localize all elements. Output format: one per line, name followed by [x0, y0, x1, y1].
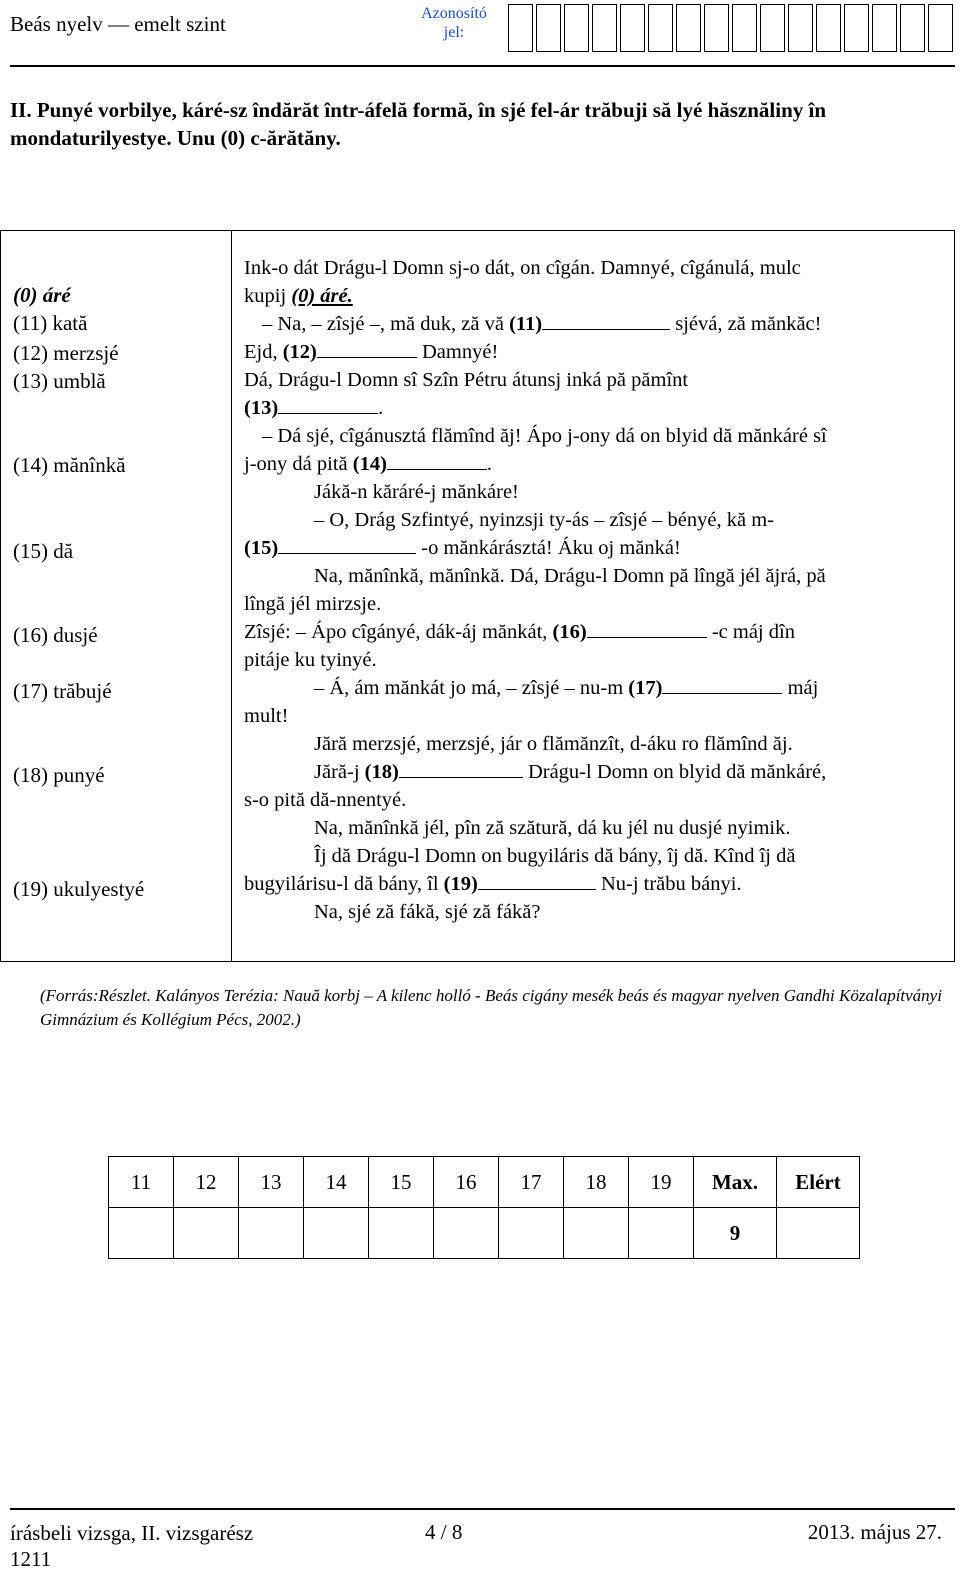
- exam-subject: Beás nyelv — emelt szint: [10, 12, 226, 36]
- story-line: pitáje ku tyinyé.: [244, 649, 377, 671]
- score-header-cell: 12: [174, 1157, 239, 1208]
- id-box[interactable]: [760, 4, 785, 52]
- source-citation: (Forrás:Részlet. Kalányos Terézia: Nauă korbj – A kilenc holló - Beás cigány mesék beás és magyar nyelven Gandhi Közalapítványi Gimnázium és Kollégium Pécs, 2002.): [40, 986, 942, 1029]
- score-cell[interactable]: [174, 1208, 239, 1259]
- footer-code: 1211: [10, 1547, 52, 1571]
- id-label: Azonosító jel:: [421, 5, 487, 41]
- column-divider: [231, 231, 232, 961]
- score-cell[interactable]: [499, 1208, 564, 1259]
- id-box[interactable]: [564, 4, 589, 52]
- id-box[interactable]: [592, 4, 617, 52]
- story-line: (15) -o mănkárásztá! Áku oj mănká!: [244, 537, 681, 559]
- word-item-example: (0) áré: [13, 283, 71, 307]
- id-box[interactable]: [788, 4, 813, 52]
- story-line: (13) .: [244, 397, 384, 419]
- example-answer: (0) áré.: [291, 285, 353, 307]
- story-line: Na, mănînkă jél, pîn ză szătură, dá ku jél nu dusjé nyimik.: [314, 817, 791, 839]
- score-cell[interactable]: [564, 1208, 629, 1259]
- story-line: mult!: [244, 705, 289, 727]
- story-line: lîngă jél mirzsje.: [244, 593, 382, 615]
- story-line: Jără-j (18) Drágu-l Domn on blyid dă mănkáré,: [314, 761, 827, 783]
- score-cell[interactable]: [434, 1208, 499, 1259]
- word-item: (18) punyé: [13, 763, 105, 787]
- score-header-cell: 18: [564, 1157, 629, 1208]
- id-boxes: [508, 4, 956, 52]
- footer-exam-part: írásbeli vizsga, II. vizsgarész: [10, 1521, 254, 1545]
- story-line: j-ony dá pită (14) .: [244, 453, 493, 475]
- story-line: Dá, Drágu-l Domn sî Szîn Pétru átunsj inká pă pămînt: [244, 369, 689, 391]
- score-max-value: 9: [694, 1208, 777, 1259]
- word-item: (12) merzsjé: [13, 341, 119, 365]
- task-instruction: II. Punyé vorbilye, káré-sz îndărăt într-áfelă formă, în sjé fel-ár trăbuji să lyé hăsznăliny în mondaturilyestye. Unu (0) c-ărătăny.: [10, 98, 827, 150]
- story-line: – Na, – zîsjé –, mă duk, ză vă (11) sjévá, ză mănkăc!: [262, 313, 822, 335]
- score-cell[interactable]: [239, 1208, 304, 1259]
- word-item: (19) ukulyestyé: [13, 877, 145, 901]
- score-header-cell: 16: [434, 1157, 499, 1208]
- word-item: (14) mănînkă: [13, 453, 126, 477]
- score-earned-header: Elért: [777, 1157, 860, 1208]
- id-box[interactable]: [508, 4, 533, 52]
- answer-blank-18[interactable]: [399, 759, 523, 778]
- score-cell[interactable]: [304, 1208, 369, 1259]
- exercise-table: [0, 230, 955, 962]
- story-line: kupij (0) áré.: [244, 285, 353, 307]
- footer-left: [10, 1520, 253, 1572]
- story-line: – Dá sjé, cîgánusztá flămînd ăj! Ápo j-ony dá on blyid dă mănkáré sî: [262, 425, 827, 447]
- word-item: (11) kată: [13, 311, 88, 335]
- story-line: Zîsjé: – Ápo cîgányé, dák-áj mănkát, (16) -c máj dîn: [244, 621, 795, 643]
- id-box[interactable]: [536, 4, 561, 52]
- story-line: Na, sjé ză fákă, sjé ză fákă?: [314, 901, 541, 923]
- story-line: Jákă-n kăráré-j mănkáre!: [314, 481, 519, 503]
- story-line: Îj dă Drágu-l Domn on bugyiláris dă bány, îj dă. Kînd îj dă: [314, 845, 796, 867]
- id-box[interactable]: [844, 4, 869, 52]
- footer-divider: [10, 1508, 955, 1510]
- score-max-header: Max.: [694, 1157, 777, 1208]
- score-header-cell: 17: [499, 1157, 564, 1208]
- answer-blank-17[interactable]: [662, 675, 782, 694]
- id-box[interactable]: [676, 4, 701, 52]
- story-line: Ejd, (12) Damnyé!: [244, 341, 499, 363]
- score-header-cell: 13: [239, 1157, 304, 1208]
- id-box[interactable]: [816, 4, 841, 52]
- score-cell[interactable]: [369, 1208, 434, 1259]
- story-line: Jără merzsjé, merzsjé, jár o flămănzît, d-áku ro flămînd ăj.: [314, 733, 793, 755]
- id-box[interactable]: [648, 4, 673, 52]
- score-earned-cell[interactable]: [777, 1208, 860, 1259]
- score-header-cell: 14: [304, 1157, 369, 1208]
- story-line: – O, Drág Szfintyé, nyinzsji ty-ás – zîsjé – bényé, kă m-: [314, 509, 774, 531]
- answer-blank-15[interactable]: [278, 535, 416, 554]
- answer-blank-19[interactable]: [478, 871, 596, 890]
- id-box[interactable]: [620, 4, 645, 52]
- id-box[interactable]: [732, 4, 757, 52]
- score-header-cell: 19: [629, 1157, 694, 1208]
- score-cell[interactable]: [109, 1208, 174, 1259]
- answer-blank-14[interactable]: [387, 451, 487, 470]
- exam-date: 2013. május 27.: [807, 1520, 942, 1544]
- score-header-cell: 11: [109, 1157, 174, 1208]
- word-item: (17) trăbujé: [13, 679, 112, 703]
- id-box[interactable]: [900, 4, 925, 52]
- word-item: (13) umblă: [13, 369, 106, 393]
- header-divider: [10, 65, 955, 67]
- word-item: (15) dă: [13, 539, 74, 563]
- word-item: (16) dusjé: [13, 623, 98, 647]
- answer-blank-16[interactable]: [587, 619, 707, 638]
- story-line: Ink-o dát Drágu-l Domn sj-o dát, on cîgán. Damnyé, cîgánulá, mulc: [244, 257, 801, 279]
- answer-blank-11[interactable]: [542, 311, 670, 330]
- score-header-cell: 15: [369, 1157, 434, 1208]
- score-table: [108, 1156, 860, 1259]
- id-box[interactable]: [872, 4, 897, 52]
- page-number: 4 / 8: [425, 1520, 463, 1544]
- answer-blank-12[interactable]: [317, 339, 417, 358]
- story-line: bugyilárisu-l dă bány, îl (19) Nu-j trăbu bányi.: [244, 873, 742, 895]
- story-line: Na, mănînkă, mănînkă. Dá, Drágu-l Domn pă lîngă jél ăjrá, pă: [314, 565, 826, 587]
- answer-blank-13[interactable]: [278, 395, 378, 414]
- story-line: s-o pită dă-nnentyé.: [244, 789, 407, 811]
- score-cell[interactable]: [629, 1208, 694, 1259]
- id-box[interactable]: [704, 4, 729, 52]
- id-box[interactable]: [928, 4, 953, 52]
- story-line: – Á, ám mănkát jo má, – zîsjé – nu-m (17) máj: [314, 677, 819, 699]
